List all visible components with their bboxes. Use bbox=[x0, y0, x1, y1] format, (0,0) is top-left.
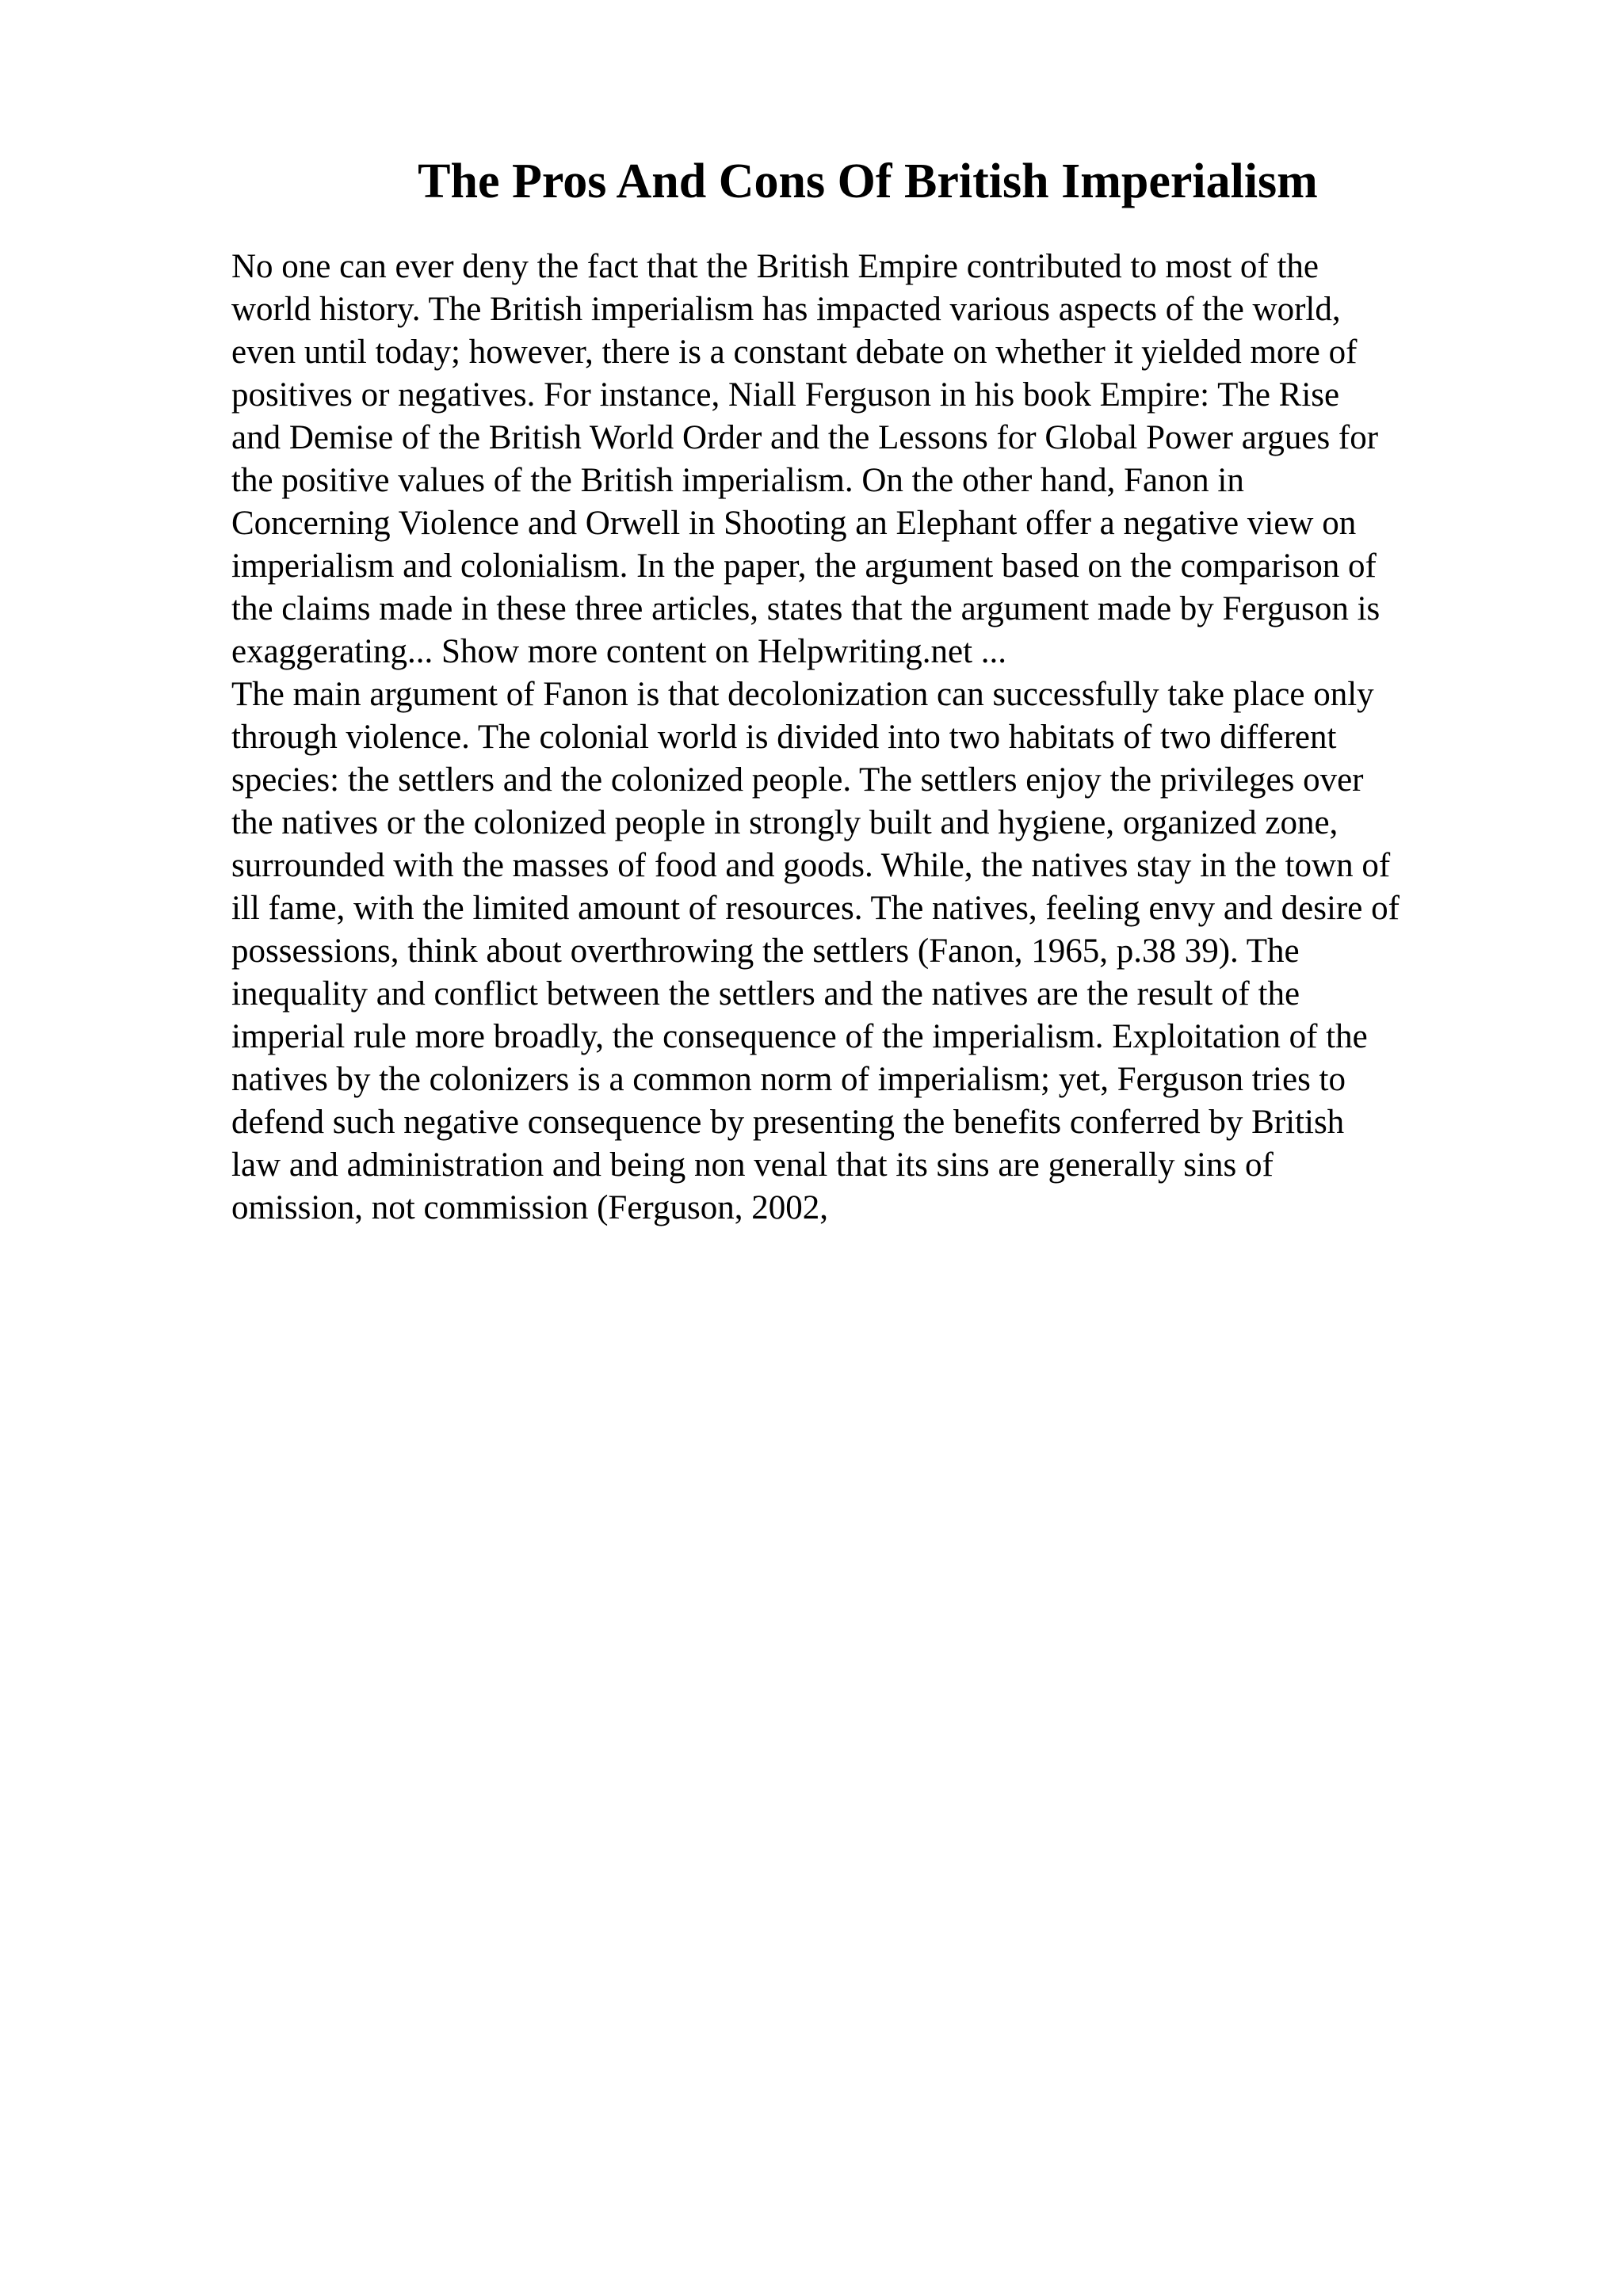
body-line: positives or negatives. For instance, Niall Ferguson in his book Empire: The Rise bbox=[231, 376, 1340, 414]
body-line: Concerning Violence and Orwell in Shooting an Elephant offer a negative view on bbox=[231, 505, 1357, 542]
body-line: inequality and conflict between the settlers and the natives are the result of the bbox=[231, 975, 1300, 1013]
body-line: the positive values of the British imperialism. On the other hand, Fanon in bbox=[231, 462, 1244, 499]
body-line: law and administration and being non venal that its sins are generally sins of bbox=[231, 1146, 1274, 1184]
body-line: defend such negative consequence by presenting the benefits conferred by British bbox=[231, 1104, 1345, 1141]
body-line: the claims made in these three articles, states that the argument made by Ferguson is bbox=[231, 590, 1381, 627]
body-line: and Demise of the British World Order and the Lessons for Global Power argues for bbox=[231, 419, 1379, 456]
body-line: the natives or the colonized people in strongly built and hygiene, organized zone, bbox=[231, 804, 1338, 841]
body-line: even until today; however, there is a constant debate on whether it yielded more of bbox=[231, 334, 1358, 371]
show-more-line: exaggerating... Show more content on Helpwriting.net ... bbox=[231, 633, 1007, 670]
body-line: imperialism and colonialism. In the paper, the argument based on the comparison of bbox=[231, 547, 1377, 585]
document-title: The Pros And Cons Of British Imperialism bbox=[418, 154, 1318, 208]
body-line: natives by the colonizers is a common norm of imperialism; yet, Ferguson tries to bbox=[231, 1061, 1346, 1098]
body-line: No one can ever deny the fact that the British Empire contributed to most of the bbox=[231, 248, 1319, 285]
body-line: imperial rule more broadly, the consequence of the imperialism. Exploitation of the bbox=[231, 1018, 1368, 1055]
body-line: ill fame, with the limited amount of resources. The natives, feeling envy and desire of bbox=[231, 890, 1400, 927]
body-line: The main argument of Fanon is that decolonization can successfully take place only bbox=[231, 676, 1374, 713]
body-line: omission, not commission (Ferguson, 2002, bbox=[231, 1189, 828, 1226]
body-line: world history. The British imperialism has impacted various aspects of the world, bbox=[231, 291, 1341, 328]
document-body bbox=[231, 246, 1547, 1230]
body-line: species: the settlers and the colonized people. The settlers enjoy the privileges over bbox=[231, 761, 1364, 799]
body-line: through violence. The colonial world is divided into two habitats of two different bbox=[231, 719, 1337, 756]
body-line: surrounded with the masses of food and goods. While, the natives stay in the town of bbox=[231, 847, 1391, 884]
body-line: possessions, think about overthrowing the settlers (Fanon, 1965, p.38 39). The bbox=[231, 933, 1300, 970]
